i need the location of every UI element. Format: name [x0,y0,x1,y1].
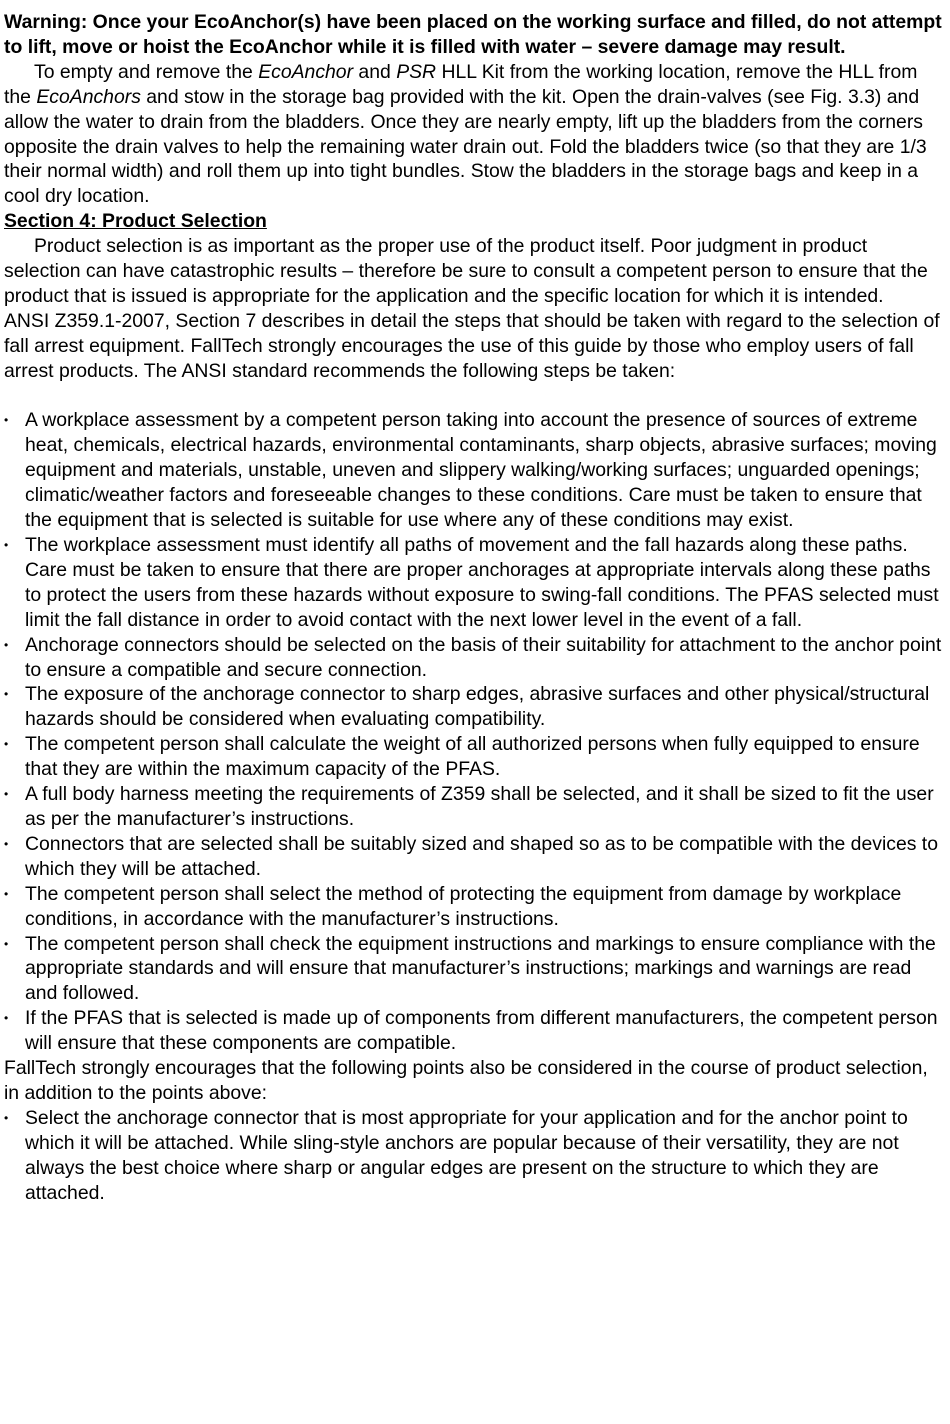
removal-paragraph [4,60,944,209]
list-item [4,882,944,932]
bullet-icon: • [4,1011,9,1026]
list-item [4,782,944,832]
bullet-icon: • [4,538,9,553]
document-page [4,10,944,1205]
list-item-text: A full body harness meeting the requirements of Z359 shall be selected, and it shall be sized to fit the user as per the manufacturer’s instructions. [25,783,934,830]
paragraph-gap [4,384,944,409]
removal-text-1: To empty and remove the [34,60,259,83]
list-item-text: If the PFAS that is selected is made up of components from different manufacturers, the competent person will ensure that these components are compatible. [25,1007,938,1055]
removal-text-4: and stow in the storage bag provided with the kit. Open the drain-valves (see Fig. 3.3) and allow the water to drain from the bladders. Once they are nearly empty, lift up the bladders from the corners opposite the drain valves to help the remaining water drain out. Fold the bladders twice (so that they are 1/3 their normal width) and roll them up into tight bundles. Stow the bladders in the storage bags and keep in a cool dry location. [4,85,927,208]
list-item [4,732,944,782]
removal-text-3: HLL Kit from the working location, remove the HLL from the [4,60,918,108]
list-item [4,1106,944,1206]
list-item-text: A workplace assessment by a competent person taking into account the presence of sources of extreme heat, chemicals, electrical hazards, environmental contaminants, sharp objects, abrasive surfaces; moving equipment and materials, unstable, uneven and slippery walking/working surfaces; unguarded openings; climatic/weather factors and foreseeable changes to these conditions. Care must be taken to ensure that the equipment that is selected is suitable for use where any of these conditions may exist. [25,409,937,532]
bullet-icon: • [4,687,9,702]
ecoanchors-term: EcoAnchors [36,85,141,108]
bullet-icon: • [4,936,9,951]
list-item-text: The exposure of the anchorage connector to sharp edges, abrasive surfaces and other physical/structural hazards should be considered when evaluating compatibility. [25,683,930,731]
bullet-icon: • [4,637,9,652]
list-item-text: The competent person shall calculate the weight of all authorized persons when fully equipped to ensure that they are within the maximum capacity of the PFAS. [25,733,920,781]
list-item [4,1006,944,1056]
bullet-icon: • [4,886,9,901]
list-item [4,408,944,533]
list-item [4,832,944,882]
list-item [4,932,944,1007]
psr-term: PSR [396,60,437,83]
ecoanchor-term: EcoAnchor [258,60,354,83]
list-item [4,533,944,633]
bullet-icon: • [4,836,9,851]
list-item [4,633,944,683]
list-item-text: The workplace assessment must identify all paths of movement and the fall hazards along these paths. Care must be taken to ensure that there are proper anchorages at appropriate intervals along these paths to protect the users from these hazards without exposure to swing-fall conditions. The PFAS selected must limit the fall distance in order to avoid contact with the next lower level in the event of a fall. [25,534,939,631]
list-item-text: The competent person shall check the equipment instructions and markings to ensure compliance with the appropriate standards and will ensure that manufacturer’s instructions; markings and warnings are read and followed. [25,932,936,1005]
removal-text-2: and [353,60,397,83]
bullet-icon: • [4,413,9,428]
list-item [4,682,944,732]
ansi-steps-list [4,408,944,1056]
section-4-heading: Section 4: Product Selection [4,210,267,233]
list-item-text: Connectors that are selected shall be suitably sized and shaped so as to be compatible with the devices to which they will be attached. [25,832,938,880]
list-item-text: Select the anchorage connector that is most appropriate for your application and for the anchor point to which it will be attached. While sling-style anchors are popular because of their versatility, they are not always the best choice where sharp or angular edges are present on the structure to which they are attached. [25,1106,908,1204]
ansi-paragraph: ANSI Z359.1-2007, Section 7 describes in detail the steps that should be taken with regard to the selection of fall arrest equipment. FallTech strongly encourages the use of this guide by those who employ users of fall arrest products. The ANSI standard recommends the following steps be taken: [4,309,940,382]
bullet-icon: • [4,1110,9,1125]
list-item-text: Anchorage connectors should be selected on the basis of their suitability for attachment to the anchor point to ensure a compatible and secure connection. [25,633,942,681]
product-selection-intro: Product selection is as important as the proper use of the product itself. Poor judgment in product selection can have catastrophic results – therefore be sure to consult a competent person to ensure that the product that is issued is appropriate for the application and the specific location for which it is intended. [4,235,928,307]
bullet-icon: • [4,737,9,752]
falltech-points-list [4,1106,944,1206]
bullet-icon: • [4,787,9,802]
falltech-paragraph: FallTech strongly encourages that the following points also be considered in the course of product selection, in addition to the points above: [4,1057,928,1104]
warning-paragraph: Warning: Once your EcoAnchor(s) have been placed on the working surface and filled, do not attempt to lift, move or hoist the EcoAnchor while it is filled with water – severe damage may result. [4,11,942,58]
list-item-text: The competent person shall select the method of protecting the equipment from damage by workplace conditions, in accordance with the manufacturer’s instructions. [25,882,902,930]
